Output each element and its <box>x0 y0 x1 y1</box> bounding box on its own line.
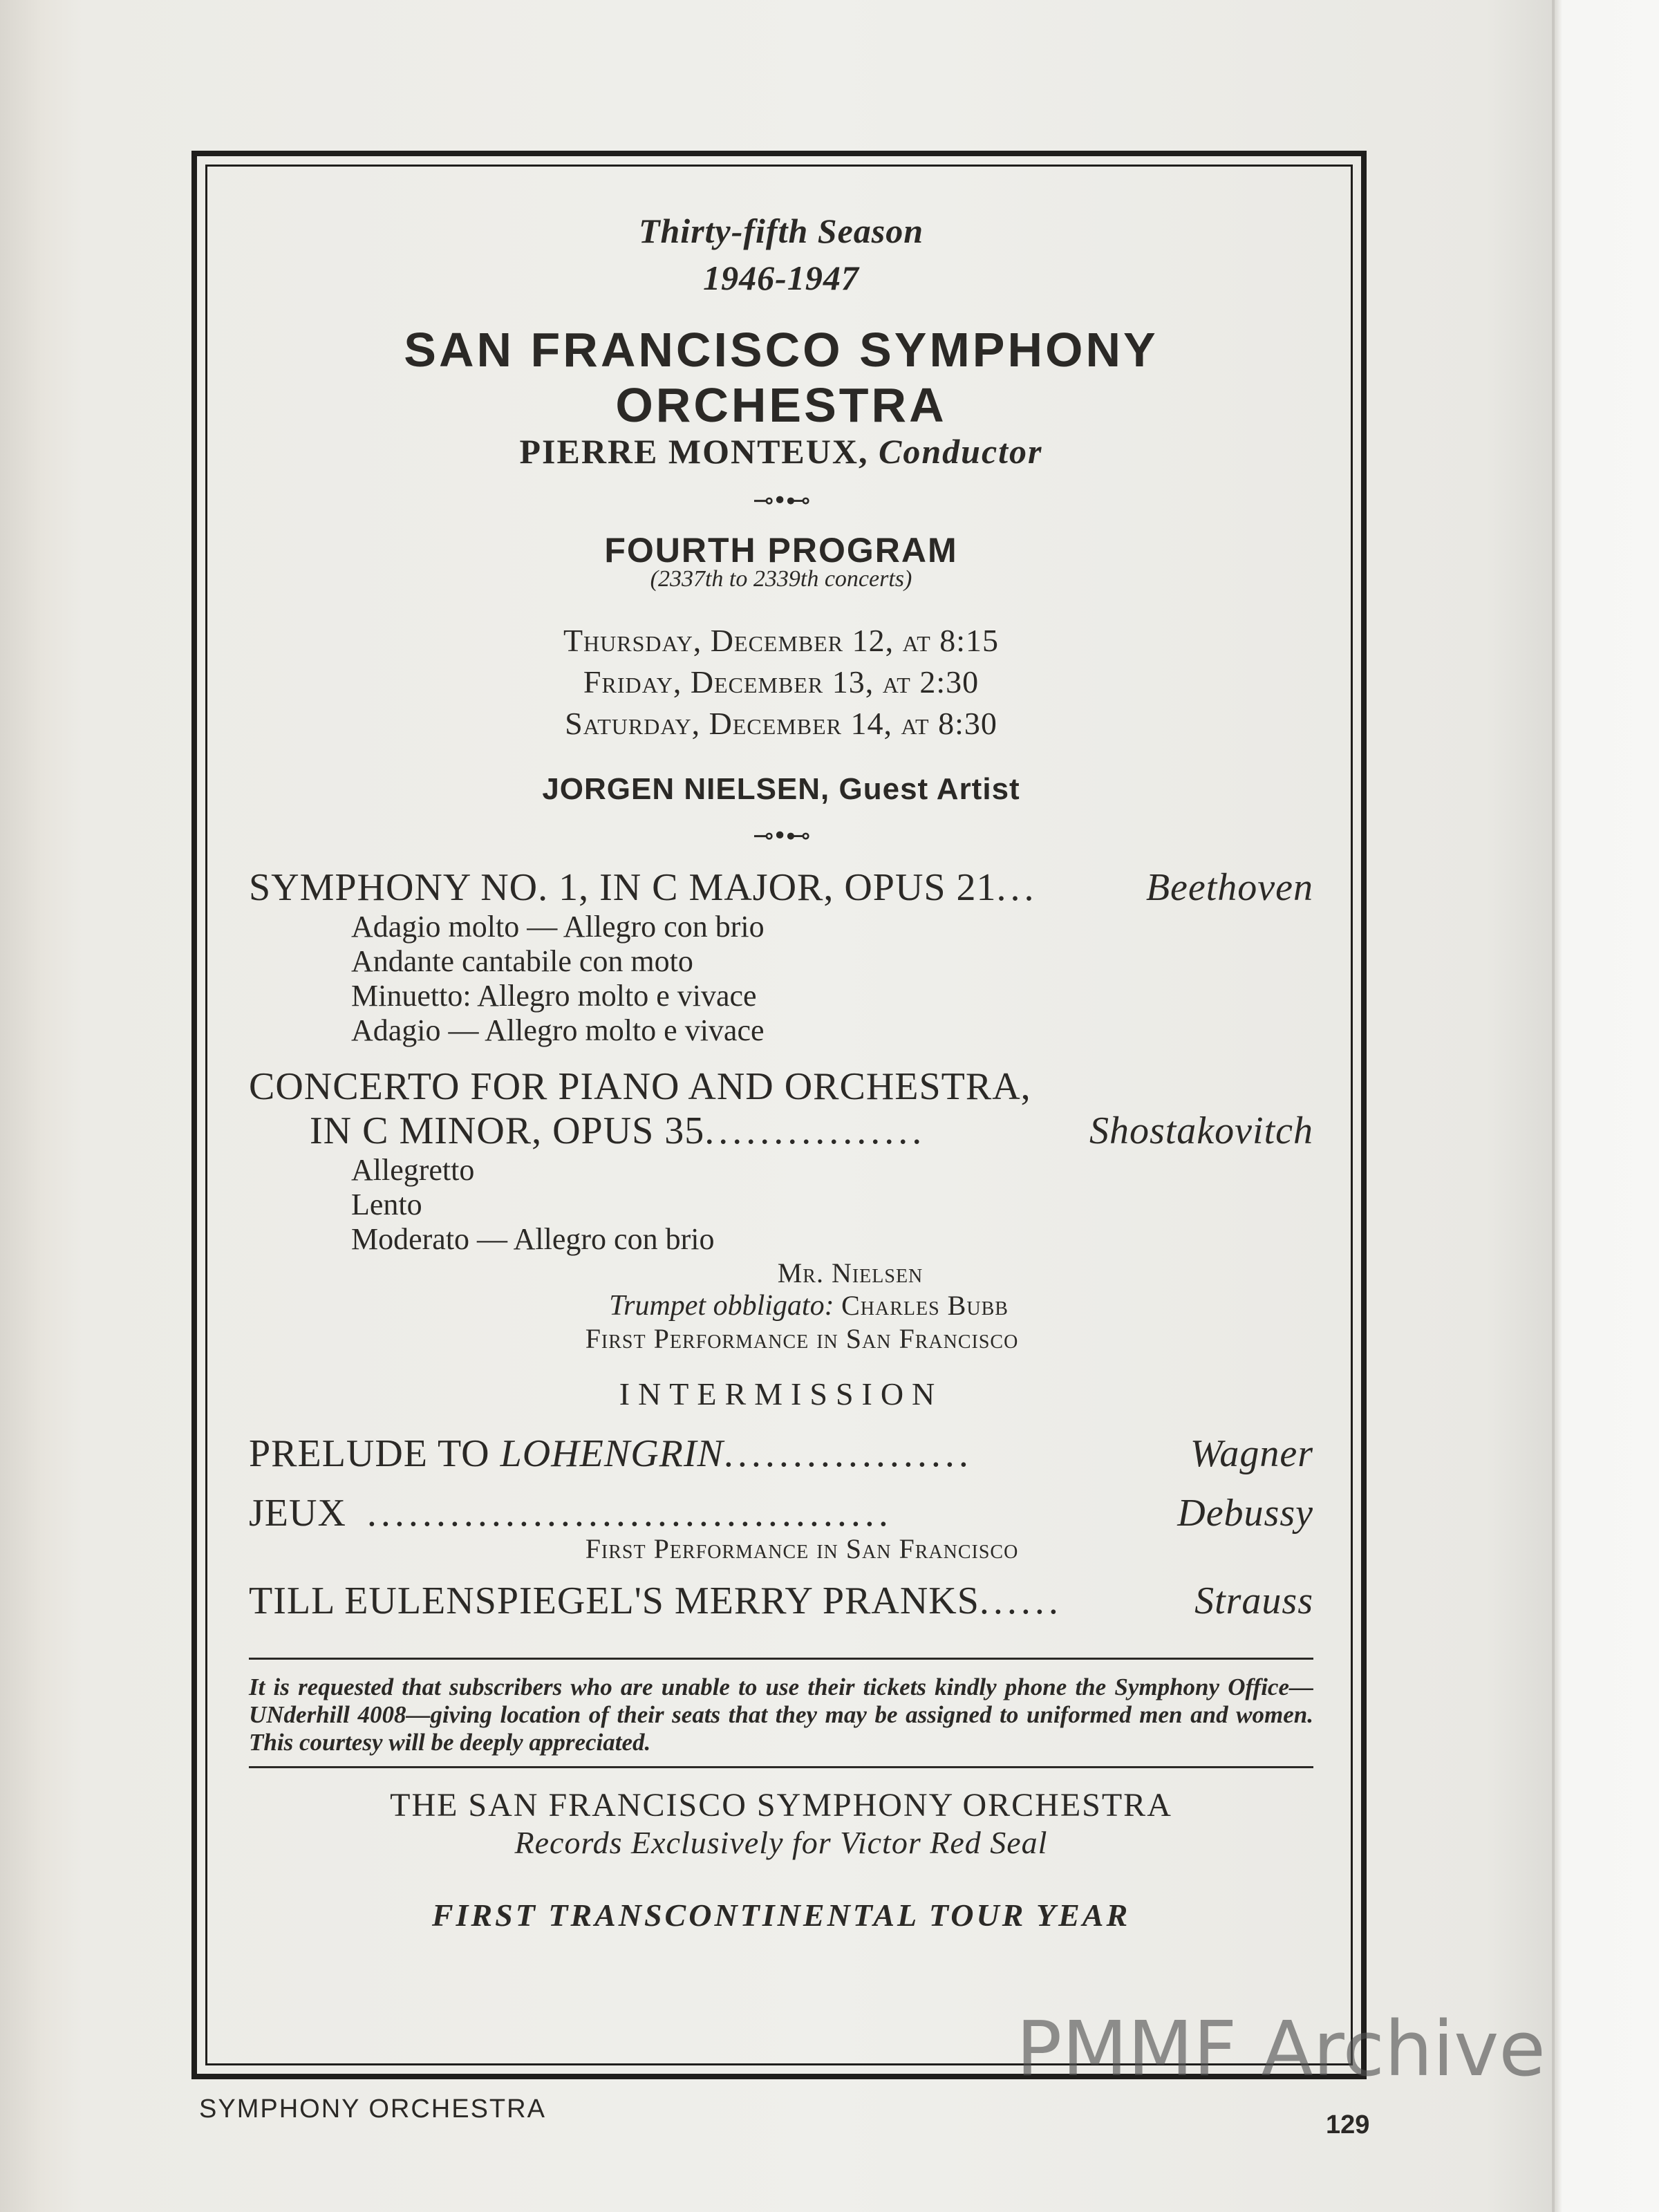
concert-numbers: (2337th to 2339th concerts) <box>650 566 912 592</box>
first-performance-note: First Performance in San Francisco <box>585 1323 1019 1354</box>
leader-dots: ................ <box>704 1109 926 1152</box>
page-edge <box>1552 0 1555 2212</box>
date-friday: Friday, December 13, at 2:30 <box>583 664 980 700</box>
movement: Adagio molto — Allegro con brio <box>351 910 765 944</box>
divider-rule <box>249 1766 1313 1768</box>
work-title: JEUX <box>249 1492 346 1535</box>
page-number: 129 <box>1326 2110 1370 2139</box>
program-content <box>249 207 1313 1933</box>
conductor-line <box>249 431 1313 471</box>
closing-orchestra: THE SAN FRANCISCO SYMPHONY ORCHESTRA <box>390 1787 1172 1824</box>
work-strauss <box>249 1579 1313 1623</box>
leader-dots: ...... <box>979 1580 1062 1622</box>
tour-note: FIRST TRANSCONTINENTAL TOUR YEAR <box>431 1897 1131 1933</box>
ornament-divider: ⊸•⊷ <box>753 487 809 515</box>
movement: Andante cantabile con moto <box>351 944 693 978</box>
conductor-role: Conductor <box>879 432 1043 471</box>
movement: Allegretto <box>351 1153 475 1187</box>
subscriber-notice: It is requested that subscribers who are unable to use their tickets kindly phone the Symphony Office—UNderhill 4008—giving location of their seats that they may be assigned to uniformed men and women. This courtesy will be deeply appreciated. <box>249 1674 1313 1756</box>
composer: Wagner <box>1190 1432 1313 1475</box>
composer: Debussy <box>1177 1492 1313 1535</box>
concert-dates <box>249 620 1313 744</box>
trumpet-name: Charles Bubb <box>841 1290 1009 1321</box>
trumpet-label: Trumpet obbligato: <box>609 1290 834 1322</box>
movement: Lento <box>351 1188 422 1221</box>
leader-dots: .................. <box>723 1432 973 1475</box>
composer: Strauss <box>1194 1580 1313 1622</box>
work-shostakovich-line1 <box>249 1065 1313 1109</box>
work-wagner <box>249 1432 1313 1476</box>
leader-dots: ...................................... <box>366 1492 892 1535</box>
date-saturday: Saturday, December 14, at 8:30 <box>565 706 997 741</box>
work-beethoven <box>249 865 1313 910</box>
movement: Adagio — Allegro molto e vivace <box>351 1013 765 1047</box>
work-title: SYMPHONY NO. 1, IN C MAJOR, OPUS 21 <box>249 866 997 909</box>
first-performance-note: First Performance in San Francisco <box>585 1533 1019 1564</box>
program-title: FOURTH PROGRAM <box>604 531 958 570</box>
orchestra-name: SAN FRANCISCO SYMPHONY ORCHESTRA <box>404 323 1159 432</box>
movement: Moderato — Allegro con brio <box>351 1222 715 1256</box>
season-title: Thirty-fifth Season <box>638 212 924 250</box>
running-footer: SYMPHONY ORCHESTRA <box>199 2094 546 2124</box>
composer: Shostakovitch <box>1089 1109 1313 1152</box>
work-title: TILL EULENSPIEGEL'S MERRY PRANKS <box>249 1580 980 1622</box>
recording-note: Records Exclusively for Victor Red Seal <box>514 1825 1048 1860</box>
movement: Minuetto: Allegro molto e vivace <box>351 979 757 1013</box>
conductor-name: PIERRE MONTEUX, <box>519 432 869 471</box>
intermission: INTERMISSION <box>619 1376 944 1412</box>
guest-artist: JORGEN NIELSEN, Guest Artist <box>542 772 1020 806</box>
trumpet-line <box>249 1289 1313 1322</box>
work-title-prefix: PRELUDE TO <box>249 1432 490 1475</box>
work-title: CONCERTO FOR PIANO AND ORCHESTRA, <box>249 1065 1031 1108</box>
date-thursday: Thursday, December 12, at 8:15 <box>563 623 1000 658</box>
work-title: LOHENGRIN <box>500 1432 724 1475</box>
work-title: IN C MINOR, OPUS 35 <box>310 1109 705 1152</box>
ornament-divider: ⊸•⊷ <box>753 822 809 850</box>
archive-watermark: PMMF Archive <box>1016 2005 1546 2093</box>
work-shostakovich-line2 <box>249 1109 1313 1153</box>
season-years: 1946-1947 <box>703 259 859 297</box>
work-debussy <box>249 1491 1313 1535</box>
composer: Beethoven <box>1145 866 1313 909</box>
leader-dots: ... <box>996 866 1038 909</box>
soloist: Mr. Nielsen <box>777 1257 924 1288</box>
